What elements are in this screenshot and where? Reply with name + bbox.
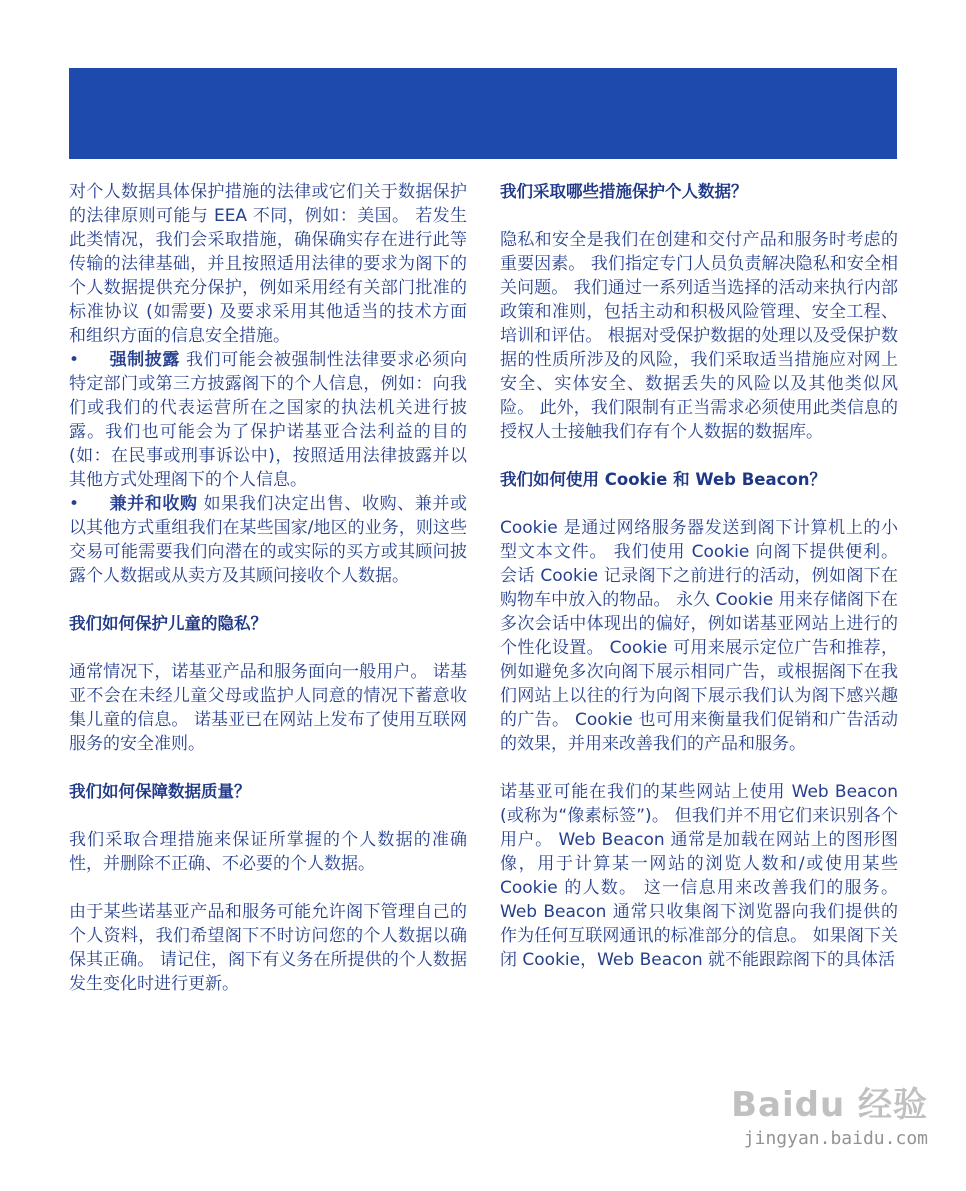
bullet-term: 强制披露: [109, 350, 180, 370]
left-column: [69, 180, 467, 996]
bullet-text: 如果我们决定出售、收购、兼并或以其他方式重组我们在某些国家/地区的业务，则这些交易可能需要我们向潜在的或实际的买方或其顾问披露个人数据或从卖方及其顾问接收个人数据。: [69, 494, 468, 586]
cookie-text: Cookie 是通过网络服务器发送到阁下计算机上的小型文本文件。 我们使用 Cookie 向阁下提供便利。 会话 Cookie 记录阁下之前进行的活动，例如阁下在购物车中放入的物品。 永久 Cookie 用来存储阁下在多次会话中体现出的偏好，例如诺基亚网站上进行的个性化设置。 Cookie 可用来展示定位广告和推荐，例如避免多次向阁下展示相同广告，或根据阁下在我们网站上以往的行为向阁下展示我们认为阁下感兴趣的广告。 Cookie 也可用来衡量我们促销和广告活动的效果，并用来改善我们的产品和服务。: [500, 518, 898, 754]
data-quality-heading: 我们如何保障数据质量？: [69, 782, 251, 801]
data-quality-text-1: 我们采取合理措施来保证所掌握的个人数据的准确性，并删除不正确、不必要的个人数据。: [69, 830, 467, 874]
header-banner: [69, 68, 897, 159]
data-protection-heading: 我们采取哪些措施保护个人数据？: [500, 182, 748, 201]
watermark-url: jingyan.baidu.com: [743, 1128, 928, 1149]
data-protection-text: 隐私和安全是我们在创建和交付产品和服务时考虑的重要因素。 我们指定专门人员负责解决隐私和安全相关问题。 我们通过一系列适当选择的活动来执行内部政策和准则，包括主动和积极风险管理、安全工程、培训和评估。 根据对受保护数据的处理以及受保护数据的性质所涉及的风险，我们采取适当措施应对网上安全、实体安全、数据丢失的风险以及其他类似风险。 此外，我们限制有正当需求必须使用此类信息的授权人士接触我们存有个人数据的数据库。: [500, 230, 898, 442]
bullet-term: 兼并和收购: [109, 494, 198, 514]
web-beacon-text: 诺基亚可能在我们的某些网站上使用 Web Beacon (或称为“像素标签”)。 但我们并不用它们来识别各个用户。 Web Beacon 通常是加载在网站上的图形图像，用于计算某一网站的浏览人数和/或使用某些 Cookie 的人数。 这一信息用来改善我们的服务。 Web Beacon 通常只收集阁下浏览器向我们提供的作为任何互联网通讯的标准部分的信息。 如果阁下关闭 Cookie，Web Beacon 就不能跟踪阁下的具体活: [500, 782, 898, 970]
cookie-heading: 我们如何使用 Cookie 和 Web Beacon？: [500, 470, 826, 489]
bullet-dot: •: [69, 350, 80, 370]
bullet-mergers-acquisitions: [69, 492, 467, 588]
watermark-logo: Baidu 经验: [731, 1085, 928, 1125]
bullet-text: 我们可能会被强制性法律要求必须向特定部门或第三方披露阁下的个人信息，例如：向我们或我们的代表运营所在之国家的执法机关进行披露。我们也可能会为了保护诺基亚合法利益的目的 (如：在民事或刑事诉讼中)，按照适用法律披露并以其他方式处理阁下的个人信息。: [69, 350, 467, 490]
data-quality-text-2: 由于某些诺基亚产品和服务可能允许阁下管理自己的个人资料，我们希望阁下不时访问您的个人数据以确保其正确。 请记住，阁下有义务在所提供的个人数据发生变化时进行更新。: [69, 902, 467, 994]
bullet-dot: •: [69, 494, 80, 514]
intro-paragraph: 对个人数据具体保护措施的法律或它们关于数据保护的法律原则可能与 EEA 不同，例如：美国。 若发生此类情况，我们会采取措施，确保确实存在进行此等传输的法律基础，并且按照适用法律的要求为阁下的个人数据提供充分保护，例如采用经有关部门批准的标准协议 (如需要) 及要求采用其他适当的技术方面和组织方面的信息安全措施。: [69, 182, 467, 346]
children-privacy-heading: 我们如何保护儿童的隐私？: [69, 614, 267, 633]
children-privacy-text: 通常情况下，诺基亚产品和服务面向一般用户。 诺基亚不会在未经儿童父母或监护人同意的情况下蓄意收集儿童的信息。 诺基亚已在网站上发布了使用互联网服务的安全准则。: [69, 662, 467, 754]
bullet-compulsory-disclosure: [69, 348, 467, 492]
baidu-watermark: [731, 1077, 928, 1149]
right-column: [500, 180, 898, 972]
